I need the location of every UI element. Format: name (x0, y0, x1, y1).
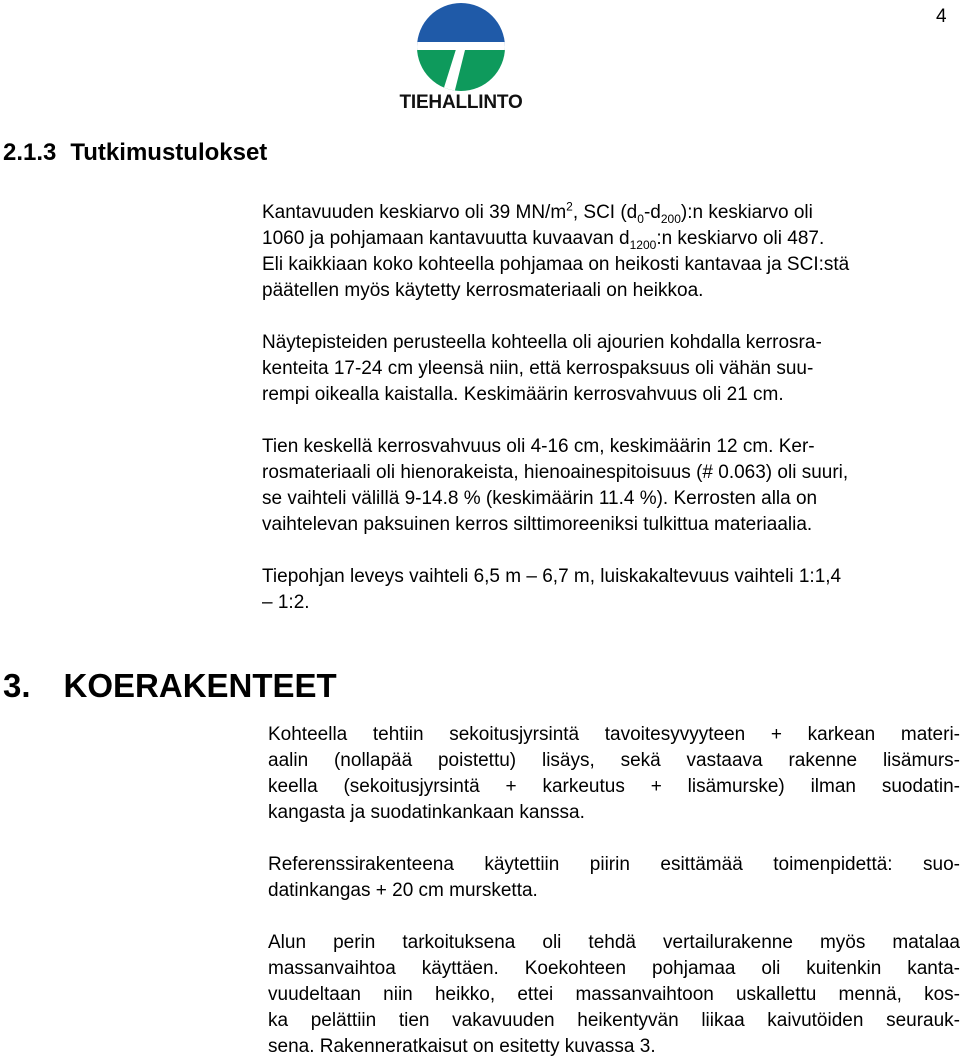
paragraph-road-center (262, 434, 960, 538)
paragraph-reference-structure (268, 852, 960, 904)
text-line: kangasta ja suodatinkankaan kanssa. (268, 802, 585, 823)
paragraph-subgrade-width (262, 564, 960, 616)
section-title: KOERAKENTEET (63, 667, 337, 704)
section-number: 3. (3, 667, 31, 704)
text-line: keella (sekoitusjyrsintä + karkeutus + lisämurske) ilman suodatin- (268, 776, 960, 797)
text-line: Alun perin tarkoituksena oli tehdä vertailurakenne myös matalaa (268, 932, 960, 953)
text-line: päätellen myös käytetty kerrosmateriaali on heikkoa. (262, 280, 704, 301)
text-line: Tien keskellä kerrosvahvuus oli 4-16 cm, keskimäärin 12 cm. Ker- (262, 436, 815, 457)
tiehallinto-emblem-icon (416, 2, 506, 92)
section-heading-2-1-3 (3, 139, 267, 167)
paragraph-sample-points (262, 330, 960, 408)
paragraph-mass-replacement (268, 930, 960, 1060)
section-number: 2.1.3 (3, 139, 57, 166)
text-line: Näytepisteiden perusteella kohteella oli ajourien kohdalla kerrosra- (262, 332, 822, 353)
text-line: rosmateriaali oli hienorakeista, hienoainespitoisuus (# 0.063) oli suuri, (262, 462, 849, 483)
text-line: datinkangas + 20 cm mursketta. (268, 880, 538, 901)
text-line: massanvaihtoa käyttäen. Koekohteen pohjamaa oli kuitenkin kanta- (268, 958, 960, 979)
text-line: vuudeltaan niin heikko, ettei massanvaihtoon uskallettu mennä, kos- (268, 984, 960, 1005)
text-line: – 1:2. (262, 592, 310, 613)
text-line: vaihtelevan paksuinen kerros silttimoreeniksi tulkittua materiaalia. (262, 514, 813, 535)
section-heading-3 (3, 667, 337, 705)
text-line: se vaihteli välillä 9-14.8 % (keskimäärin 11.4 %). Kerrosten alla on (262, 488, 818, 509)
paragraph-test-structures (268, 722, 960, 826)
text-line: sena. Rakenneratkaisut on esitetty kuvassa 3. (268, 1036, 656, 1057)
text-line: Eli kaikkiaan koko kohteella pohjamaa on heikosti kantavaa ja SCI:stä (262, 254, 850, 275)
text-line: kenteita 17-24 cm yleensä niin, että kerrospaksuus oli vähän suu- (262, 358, 814, 379)
text-line: Kantavuuden keskiarvo oli 39 $MN/m^2$, SCI $(d_0-d_{200}):n$ keskiarvo oli (262, 199, 813, 226)
text-line: Referenssirakenteena käytettiin piirin esittämää toimenpidettä: suo- (268, 854, 960, 875)
text-line: ka pelättiin tien vakavuuden heikentyvän liikaa kaivutöiden seurauk- (268, 1010, 960, 1031)
text-line: aalin (nollapää poistettu) lisäys, sekä vastaava rakenne lisämurs- (268, 750, 960, 771)
text-line: 1060 ja pohjamaan kantavuutta kuvaavan $d_{1200}:n$ keskiarvo oli 487. (262, 228, 825, 252)
text-line: rempi oikealla kaistalla. Keskimäärin kerrosvahvuus oli 21 cm. (262, 384, 784, 405)
tiehallinto-logo (397, 2, 525, 114)
text-line: Tiepohjan leveys vaihteli 6,5 m – 6,7 m, luiskakaltevuus vaihteli 1:1,4 (262, 566, 842, 587)
text-line: Kohteella tehtiin sekoitusjyrsintä tavoitesyvyyteen + karkean materi- (268, 724, 960, 745)
section-title: Tutkimustulokset (70, 139, 268, 166)
page-number: 4 (936, 6, 947, 27)
paragraph-bearing-capacity (262, 200, 960, 304)
logo-wordmark: TIEHALLINTO (399, 92, 523, 113)
